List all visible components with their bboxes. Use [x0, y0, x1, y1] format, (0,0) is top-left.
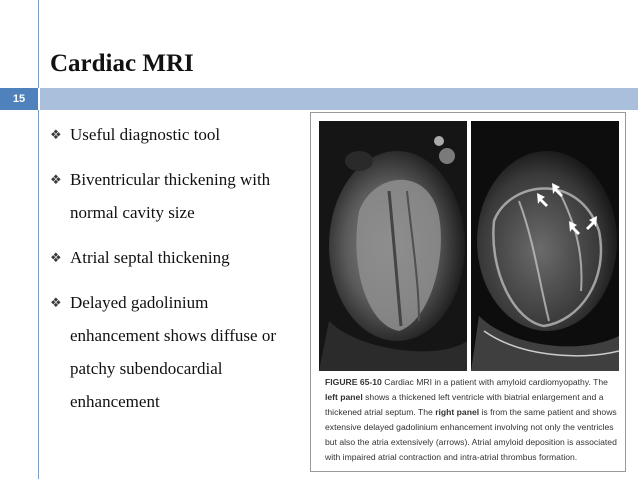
bullet-list	[50, 118, 300, 430]
title-divider-bar	[40, 88, 638, 110]
bullet-item	[50, 286, 300, 418]
diamond-bullet-icon: ❖	[50, 127, 62, 142]
caption-text-2: shows a thickened left ventricle with biatrial enlargement and a thickened atrial septum. The	[325, 392, 604, 417]
caption-left-panel: left panel	[325, 392, 363, 402]
mri-image	[319, 121, 619, 371]
bullet-text: Biventricular thickening with normal cavity size	[70, 170, 271, 222]
left-border-line-lower	[38, 110, 39, 479]
mri-left-panel	[319, 121, 467, 371]
bullet-item	[50, 163, 300, 229]
mri-right-panel	[471, 121, 619, 371]
figure-label: FIGURE 65-10	[325, 377, 382, 387]
caption-right-panel: right panel	[435, 407, 480, 417]
bullet-text: Atrial septal thickening	[70, 248, 230, 267]
mri-figure	[310, 112, 626, 472]
bullet-text: Useful diagnostic tool	[70, 125, 221, 144]
slide-title: Cardiac MRI	[50, 50, 194, 77]
diamond-bullet-icon: ❖	[50, 295, 62, 310]
figure-caption	[325, 375, 621, 465]
bullet-item	[50, 118, 300, 151]
diamond-bullet-icon: ❖	[50, 250, 62, 265]
slide-number: 15	[0, 88, 38, 110]
left-border-line	[38, 0, 39, 88]
caption-text-3: is from the same patient and shows extensive delayed gadolinium enhancement involving not only the ventricles but also the atria extensively (arrows). Atrial amyloid deposition is associated with impaired atrial contraction and intra-atrial thrombus formation.	[325, 407, 617, 462]
diamond-bullet-icon: ❖	[50, 172, 62, 187]
caption-text-1: Cardiac MRI in a patient with amyloid cardiomyopathy. The	[381, 377, 608, 387]
bullet-text: Delayed gadolinium enhancement shows diffuse or patchy subendocardial enhancement	[70, 293, 276, 411]
bullet-item	[50, 241, 300, 274]
